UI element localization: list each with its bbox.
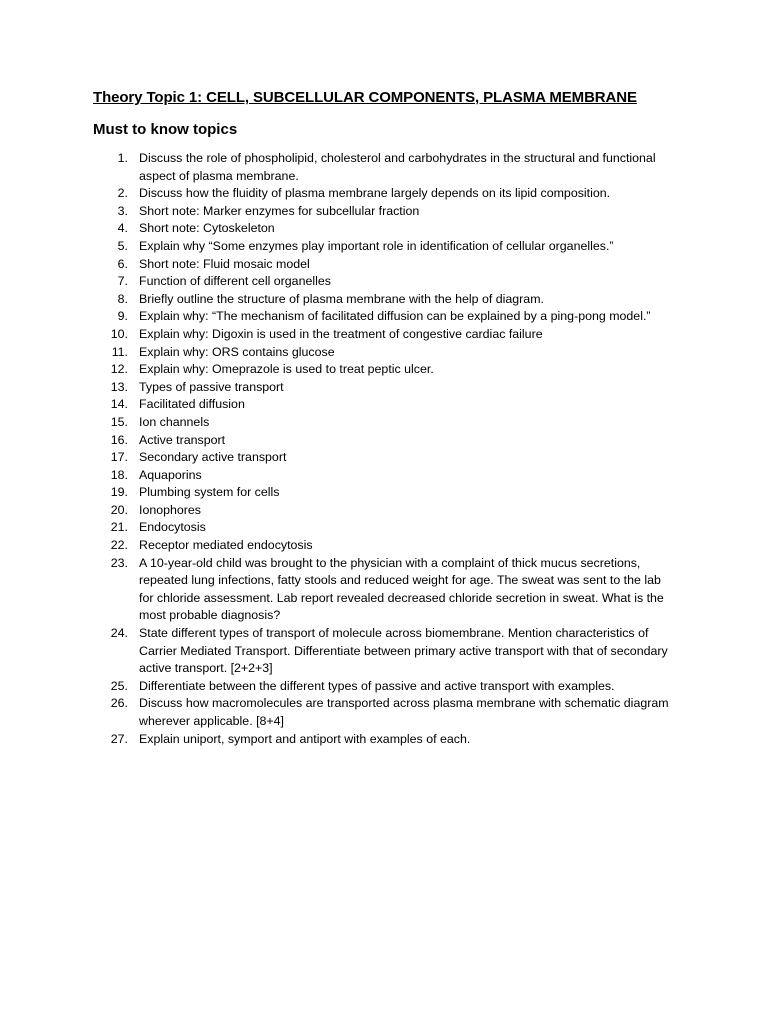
list-item-number: 3. <box>117 203 128 218</box>
list-item <box>0 502 768 520</box>
list-item-text: Ion channels <box>139 414 210 429</box>
list-item-number: 23. <box>110 555 128 570</box>
list-item-number: 20. <box>110 502 128 517</box>
list-item-text: Aquaporins <box>139 467 202 482</box>
list-item-number: 10. <box>110 326 128 341</box>
list-item <box>0 484 768 502</box>
list-item <box>0 203 768 221</box>
list-item-number: 5. <box>117 238 128 253</box>
list-item-number: 7. <box>117 274 128 289</box>
list-item-number: 24. <box>110 626 128 641</box>
list-item <box>0 185 768 203</box>
list-item <box>0 326 768 344</box>
list-item-text: Explain why “Some enzymes play important role in identification of cellular organelles.” <box>139 238 614 253</box>
list-item-number: 14. <box>110 397 128 412</box>
section-heading: Must to know topics <box>93 121 238 138</box>
list-item-number: 6. <box>117 256 128 271</box>
list-item <box>0 678 768 696</box>
list-item <box>0 625 768 678</box>
list-item-number: 9. <box>117 309 128 324</box>
list-item <box>0 467 768 485</box>
list-item-text: Short note: Fluid mosaic model <box>139 256 310 271</box>
list-item-text: Ionophores <box>139 502 202 517</box>
list-item <box>0 731 768 749</box>
list-item-text: Endocytosis <box>139 520 206 535</box>
list-item-number: 27. <box>110 731 128 746</box>
list-item-number: 17. <box>110 450 128 465</box>
list-item-text: Types of passive transport <box>139 379 284 394</box>
list-item-text: Function of different cell organelles <box>139 274 331 289</box>
list-item-number: 2. <box>117 186 128 201</box>
list-item-number: 25. <box>110 678 128 693</box>
list-item <box>0 150 768 185</box>
list-item-number: 4. <box>117 221 128 236</box>
list-item-text: Explain why: Digoxin is used in the treatment of congestive cardiac failure <box>139 326 543 341</box>
list-item-number: 21. <box>110 520 128 535</box>
list-item <box>0 308 768 326</box>
list-item <box>0 449 768 467</box>
list-item-text: Short note: Cytoskeleton <box>139 221 275 236</box>
list-item-text: A 10-year-old child was brought to the physician with a complaint of thick mucus secretions, repeated lung infections, fatty stools and reduced weight for age. The sweat was sent to the lab for chloride assessment. Lab report revealed decreased chloride secretion in sweat. What is the most probable diagnosis? <box>139 555 664 623</box>
list-item <box>0 361 768 379</box>
list-item-text: Explain why: Omeprazole is used to treat peptic ulcer. <box>139 362 434 377</box>
list-item-text: Explain uniport, symport and antiport with examples of each. <box>139 731 471 746</box>
list-item <box>0 537 768 555</box>
list-item-number: 11. <box>111 344 128 359</box>
list-item-text: Receptor mediated endocytosis <box>139 538 313 553</box>
list-item <box>0 396 768 414</box>
list-item <box>0 414 768 432</box>
list-item-number: 19. <box>110 485 128 500</box>
list-item-text: Explain why: “The mechanism of facilitated diffusion can be explained by a ping-pong model.” <box>139 309 651 324</box>
list-item-text: Facilitated diffusion <box>139 397 245 412</box>
page-title: Theory Topic 1: CELL, SUBCELLULAR COMPONENTS, PLASMA MEMBRANE <box>93 89 637 106</box>
list-item <box>0 291 768 309</box>
list-item <box>0 555 768 625</box>
list-item-number: 16. <box>110 432 128 447</box>
list-item-number: 8. <box>117 291 128 306</box>
list-item-text: Secondary active transport <box>139 450 287 465</box>
list-item-number: 12. <box>110 362 128 377</box>
list-item-text: Briefly outline the structure of plasma membrane with the help of diagram. <box>139 291 544 306</box>
list-item-text: Discuss the role of phospholipid, cholesterol and carbohydrates in the structural and functional aspect of plasma membrane. <box>139 151 656 183</box>
list-item-number: 13. <box>110 379 128 394</box>
list-item-number: 18. <box>110 467 128 482</box>
list-item <box>0 379 768 397</box>
list-item <box>0 695 768 730</box>
list-item-number: 22. <box>110 538 128 553</box>
list-item-number: 26. <box>110 696 128 711</box>
list-item <box>0 519 768 537</box>
list-item <box>0 432 768 450</box>
list-item-text: Discuss how macromolecules are transported across plasma membrane with schematic diagram wherever applicable. [8+4] <box>139 696 669 728</box>
list-item-text: Short note: Marker enzymes for subcellular fraction <box>139 203 420 218</box>
list-item-text: Discuss how the fluidity of plasma membrane largely depends on its lipid composition. <box>139 186 611 201</box>
list-item-text: Explain why: ORS contains glucose <box>139 344 335 359</box>
list-item-number: 15. <box>110 414 128 429</box>
list-item-text: Plumbing system for cells <box>139 485 280 500</box>
list-item-text: Differentiate between the different types of passive and active transport with examples. <box>139 678 615 693</box>
list-item <box>0 220 768 238</box>
list-item <box>0 238 768 256</box>
list-item-text: Active transport <box>139 432 226 447</box>
topic-list <box>0 150 768 748</box>
list-item <box>0 273 768 291</box>
list-item-number: 1. <box>117 151 128 165</box>
list-item-text: State different types of transport of molecule across biomembrane. Mention characteristics of Carrier Mediated Transport. Differentiate between primary active transport with that of secondary active transport. [2+2+3] <box>139 626 668 676</box>
list-item <box>0 344 768 362</box>
list-item <box>0 256 768 274</box>
